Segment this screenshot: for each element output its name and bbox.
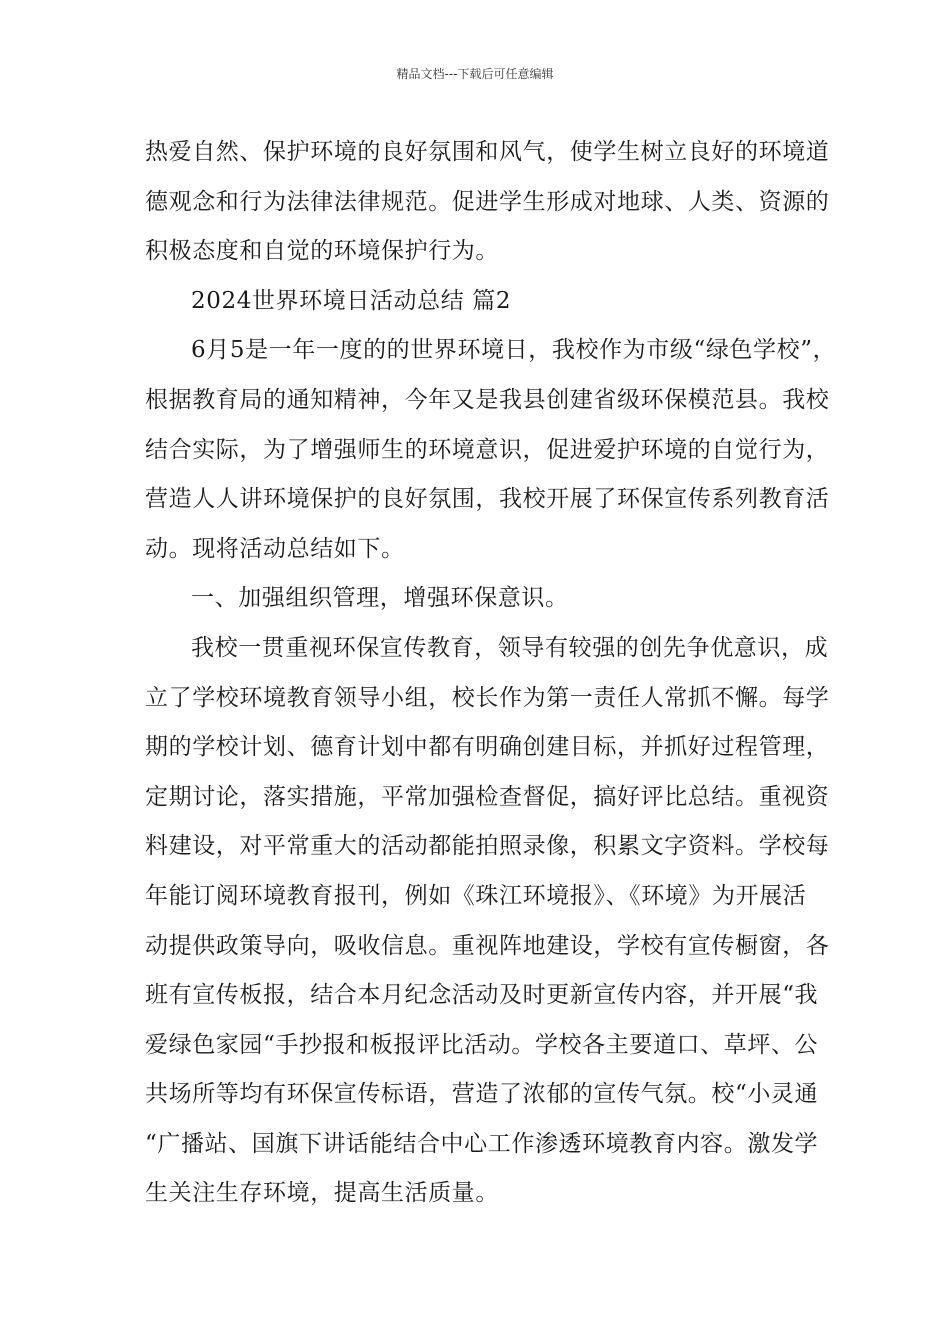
paragraph-line: 期的学校计划、德育计划中都有明确创建目标，并抓好过程管理， <box>145 734 830 761</box>
paragraph-line: 年能订阅环境教育报刊，例如《珠江环境报》、《环境》为开展活 <box>145 882 807 909</box>
body-text <box>145 128 837 1219</box>
paragraph-line: 共场所等均有环保宣传标语，营造了浓郁的宣传气氛。校“小灵通 <box>145 1081 819 1108</box>
section-title: 2024世界环境日活动总结 篇2 <box>191 287 512 314</box>
paragraph-line: 料建设，对平常重大的活动都能拍照录像，积累文字资料。学校每 <box>145 833 830 860</box>
paragraph-line: 班有宣传板报，结合本月纪念活动及时更新宣传内容，并开展“我 <box>145 982 819 1009</box>
subheading: 一、加强组织管理，增强环保意识。 <box>191 585 569 612</box>
paragraph-line: 根据教育局的通知精神，今年又是我县创建省级环保模范县。我校 <box>145 386 830 413</box>
paragraph-line: 爱绿色家园“手抄报和板报评比活动。学校各主要道口、草坪、公 <box>145 1031 819 1058</box>
paragraph-line: 动提供政策导向，吸收信息。重视阵地建设，学校有宣传橱窗，各 <box>145 932 830 959</box>
paragraph-line: 营造人人讲环境保护的良好氛围，我校开展了环保宣传系列教育活 <box>145 486 830 513</box>
paragraph-line: 6月5是一年一度的的世界环境日，我校作为市级“绿色学校”， <box>191 337 837 364</box>
paragraph-line: 我校一贯重视环保宣传教育，领导有较强的创先争优意识，成 <box>191 634 829 661</box>
paragraph-line: 立了学校环境教育领导小组，校长作为第一责任人常抓不懈。每学 <box>145 684 830 711</box>
paragraph-line: 定期讨论，落实措施，平常加强检查督促，搞好评比总结。重视资 <box>145 783 830 810</box>
paragraph-line: 生关注生存环境，提高生活质量。 <box>145 1180 499 1207</box>
paragraph-line: 积极态度和自觉的环境保护行为。 <box>145 238 499 265</box>
paragraph-line: 结合实际，为了增强师生的环境意识，促进爱护环境的自觉行为， <box>145 436 830 463</box>
paragraph-line: 动。现将活动总结如下。 <box>145 535 405 562</box>
paragraph-line: “广播站、国旗下讲话能结合中心工作渗透环境教育内容。激发学 <box>145 1130 819 1157</box>
paragraph-line: 热爱自然、保护环境的良好氛围和风气，使学生树立良好的环境道 <box>145 139 830 165</box>
paragraph-line: 德观念和行为法律法律规范。促进学生形成对地球、人类、资源的 <box>145 188 830 215</box>
running-header: 精品文档---下载后可任意编辑 <box>396 67 554 81</box>
